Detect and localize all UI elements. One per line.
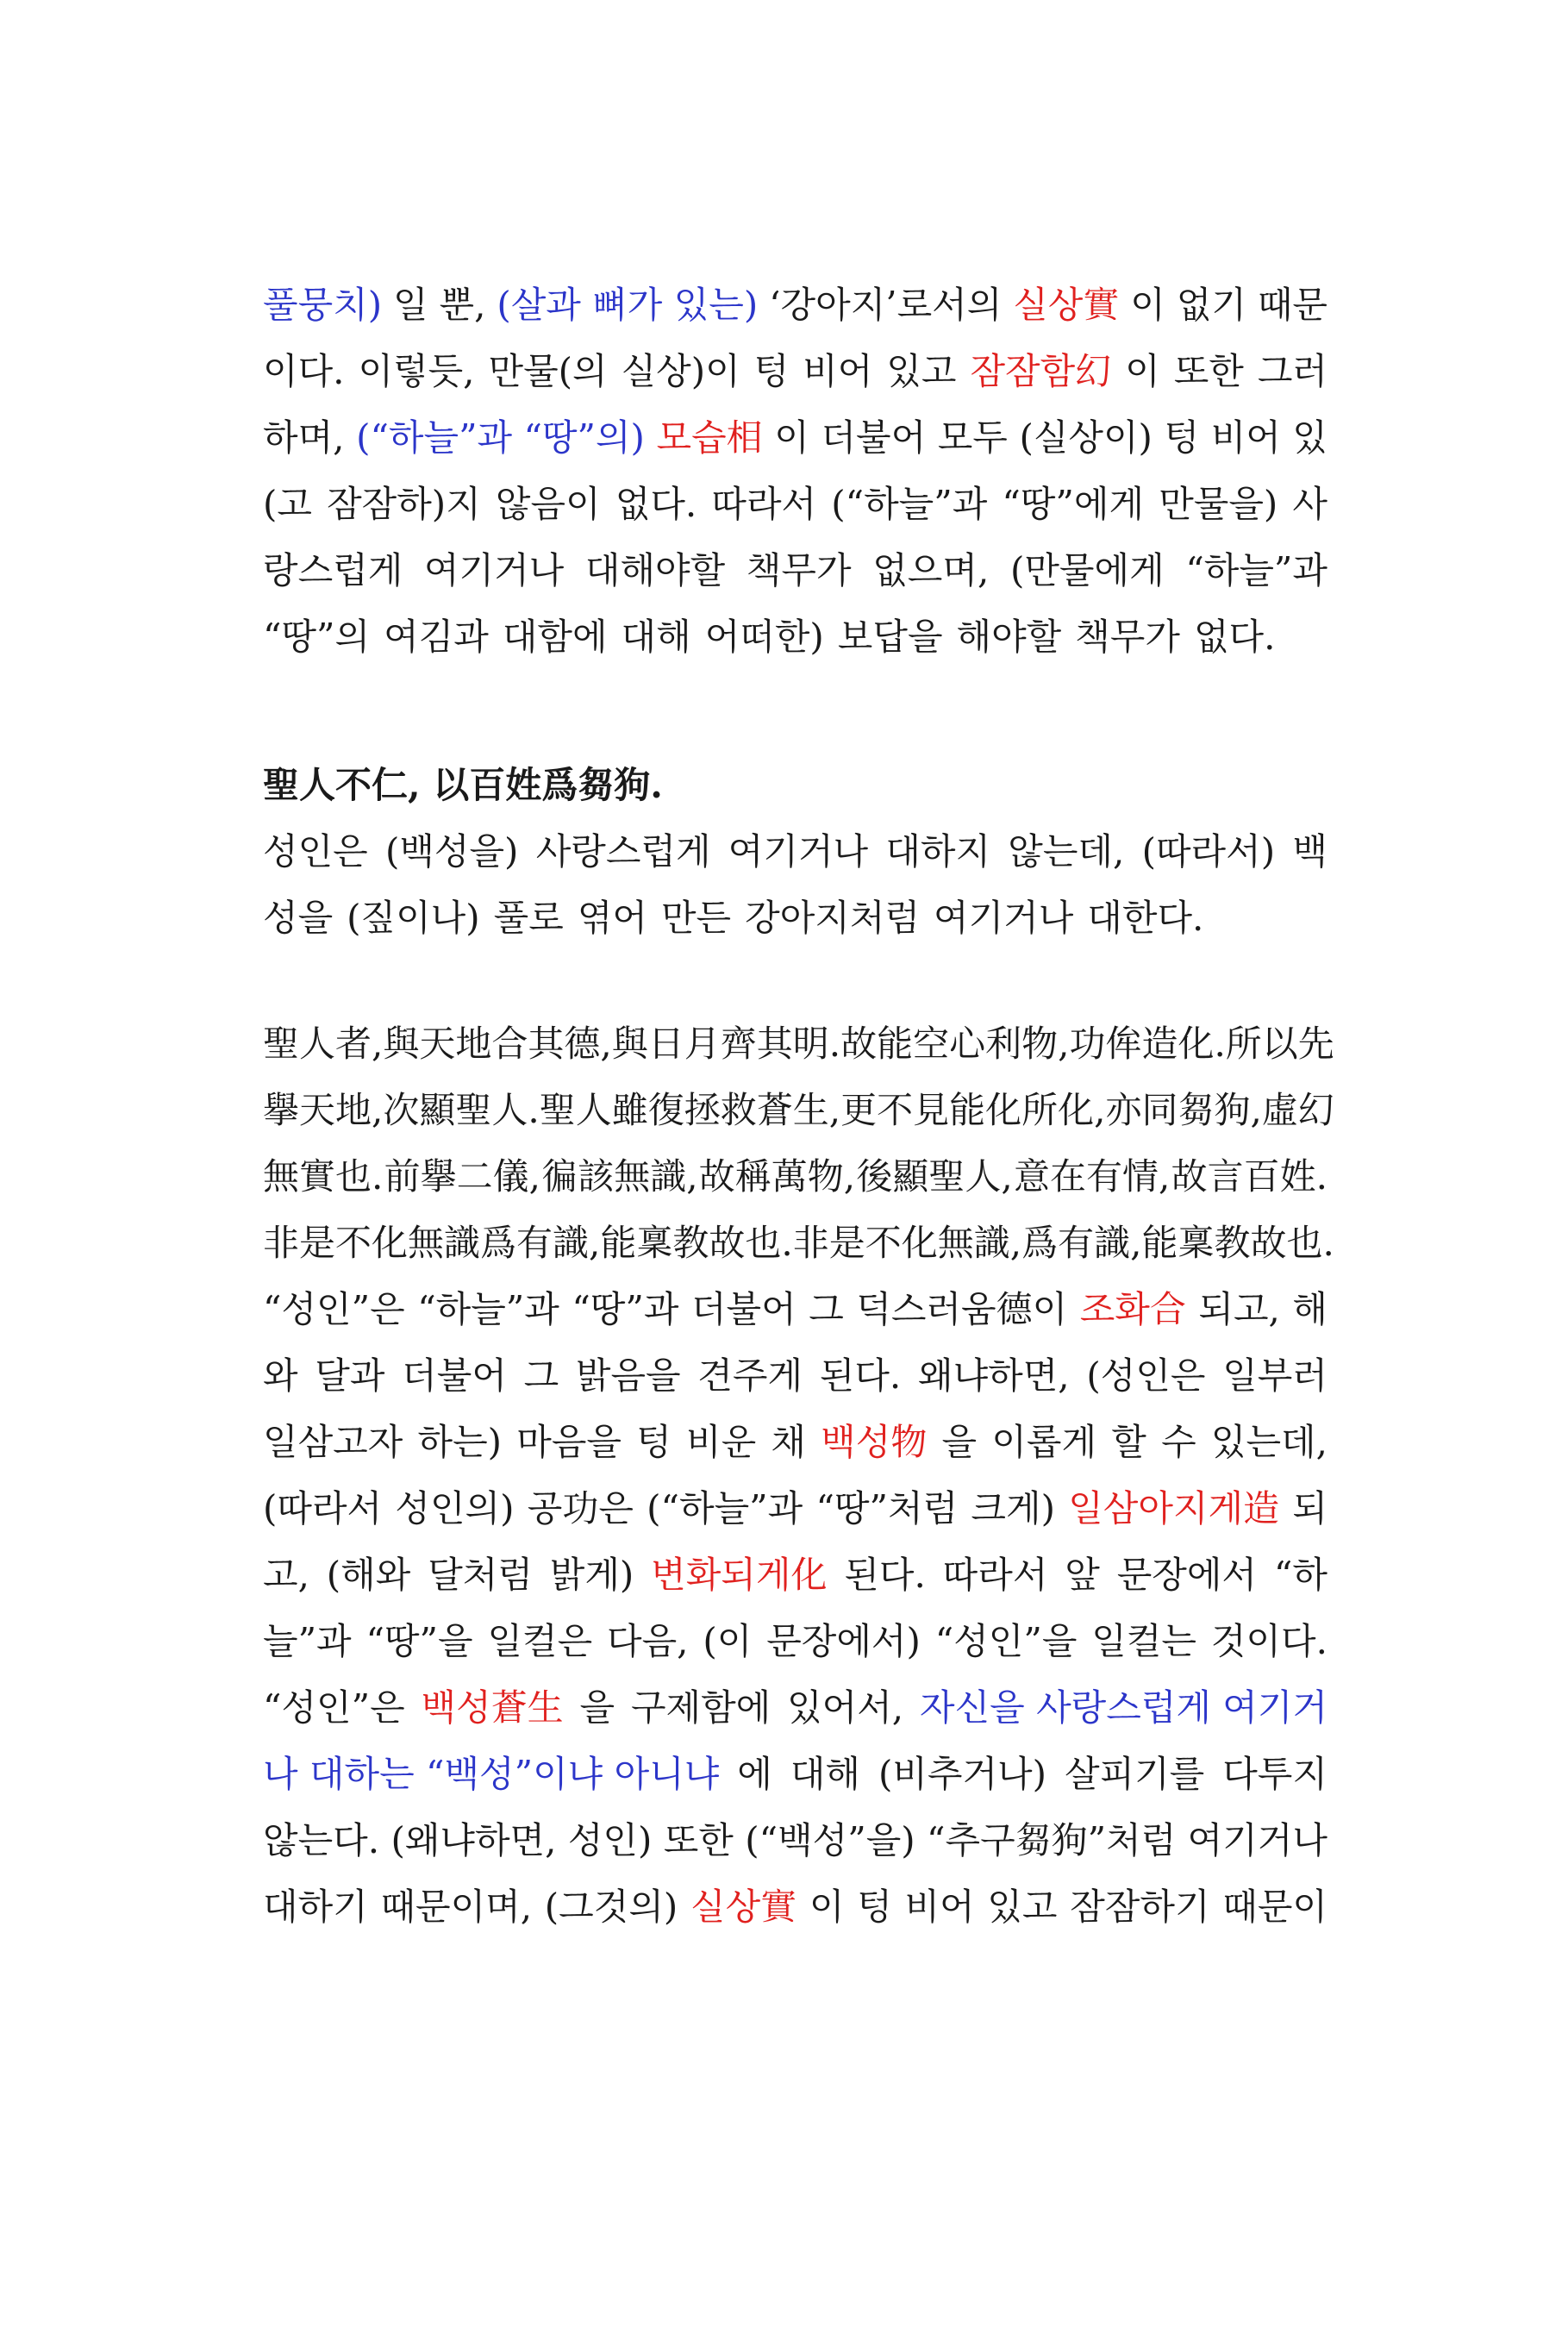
- text-line: [263, 1807, 1327, 1873]
- text-segment: 책무가: [1075, 616, 1180, 658]
- text-segment: 意在有情,: [1013, 1155, 1171, 1198]
- text-line: [263, 1475, 1327, 1542]
- text-line: [263, 404, 1327, 471]
- text-line: [263, 338, 1327, 404]
- text-line: [263, 604, 1327, 670]
- text-segment: 더불어: [821, 416, 927, 459]
- text-segment: 살피기를: [1064, 1753, 1205, 1795]
- text-segment: 非是不化無識,: [792, 1222, 1022, 1264]
- text-segment: 잠잠하기: [1070, 1886, 1210, 1928]
- text-segment: 대해야할: [584, 549, 726, 591]
- text-segment: 없다.: [1193, 616, 1276, 658]
- text-segment: 달처럼: [428, 1554, 533, 1596]
- text-segment: 백성物: [821, 1421, 928, 1463]
- text-segment: 모두: [937, 416, 1008, 459]
- text-segment: 하는): [417, 1421, 503, 1463]
- paragraph-commentary-2: [263, 1010, 1334, 1940]
- text-segment: 만든: [660, 897, 732, 939]
- text-line: [263, 537, 1327, 604]
- text-segment: 견주게: [697, 1354, 803, 1397]
- text-segment: 덕스러움德이: [856, 1288, 1068, 1330]
- text-segment: 앞: [1065, 1554, 1100, 1596]
- text-segment: 와: [263, 1354, 298, 1397]
- text-line: [263, 272, 1327, 338]
- text-segment: 백: [1292, 830, 1327, 873]
- text-segment: (“하늘”과: [647, 1487, 803, 1529]
- text-segment: 그: [523, 1354, 559, 1397]
- text-line: [263, 1409, 1327, 1475]
- text-line: [263, 885, 1327, 951]
- text-segment: 을: [579, 1686, 615, 1729]
- text-segment: (따라서: [263, 1487, 383, 1529]
- text-segment: (백성을): [384, 830, 519, 873]
- text-segment: 랑스럽게: [263, 549, 403, 591]
- text-segment: 조화合: [1079, 1288, 1186, 1330]
- text-segment: ‘강아지’로서의: [769, 284, 1003, 326]
- text-segment: 만물(의: [488, 350, 608, 392]
- text-segment: 없다.: [615, 483, 697, 525]
- text-line: [263, 1276, 1327, 1342]
- text-segment: 與天地合其德,: [383, 1023, 612, 1065]
- text-segment: 않는데,: [1008, 830, 1125, 873]
- text-segment: 能稟教故也.: [1141, 1222, 1334, 1264]
- text-segment: 때문이며,: [380, 1886, 533, 1928]
- text-segment: 일삼고자: [263, 1421, 403, 1463]
- text-segment: 뿐,: [439, 284, 486, 326]
- text-segment: 비어: [1210, 416, 1281, 459]
- text-segment: “성인”은: [263, 1686, 405, 1729]
- text-segment: 실상實: [690, 1886, 797, 1928]
- text-segment: 일부러: [1222, 1354, 1327, 1397]
- text-segment: (왜냐하면,: [390, 1819, 557, 1861]
- text-segment: 更不見能化所化,: [840, 1089, 1106, 1131]
- text-segment: 더불어: [402, 1354, 507, 1397]
- text-segment: 해: [1292, 1288, 1327, 1330]
- text-segment: 사랑스럽게: [535, 830, 711, 873]
- text-segment: 聖人者,: [263, 1023, 384, 1065]
- text-segment: 때문이: [1222, 1886, 1327, 1928]
- text-segment: 所以先: [1225, 1023, 1334, 1065]
- text-segment: 에: [737, 1753, 772, 1795]
- text-segment: 亦同芻狗,: [1105, 1089, 1262, 1131]
- text-segment: (짚이나): [347, 897, 480, 939]
- text-segment: 나 대하는 “백성”이냐 아니냐: [263, 1753, 720, 1795]
- text-segment: 성인의): [395, 1487, 515, 1529]
- text-segment: 실상)이: [621, 350, 740, 392]
- text-segment: 성인은: [263, 830, 368, 873]
- text-segment: 고,: [263, 1554, 309, 1596]
- text-segment: 이롭게: [991, 1421, 1097, 1463]
- text-segment: 이: [809, 1886, 845, 1928]
- text-segment: 문장에서: [1116, 1554, 1257, 1596]
- text-segment: 일: [393, 284, 428, 326]
- text-segment: 故言百姓.: [1171, 1155, 1327, 1198]
- text-segment: 해야할: [956, 616, 1062, 658]
- text-segment: 없기: [1176, 284, 1246, 326]
- text-segment: 을: [941, 1421, 978, 1463]
- text-segment: 마음을: [516, 1421, 622, 1463]
- text-segment: 故能空心利物,: [840, 1023, 1070, 1065]
- text-segment: 일컬는: [1091, 1620, 1196, 1662]
- text-segment: 강아지처럼: [745, 897, 920, 939]
- text-segment: (“하늘”과: [831, 483, 988, 525]
- text-segment: 爲有識,: [1021, 1222, 1142, 1264]
- text-segment: “하늘”과: [1185, 549, 1327, 591]
- text-segment: “성인”을: [934, 1620, 1078, 1662]
- paragraph-verse: [263, 752, 1327, 951]
- text-segment: 성인): [567, 1819, 653, 1861]
- text-segment: 텅: [857, 1886, 892, 1928]
- text-segment: 故稱萬物,: [698, 1155, 856, 1198]
- text-segment: 있어서,: [787, 1686, 904, 1729]
- text-segment: 이: [1130, 284, 1165, 326]
- text-segment: 여기거나: [1187, 1819, 1327, 1861]
- text-segment: 사: [1292, 483, 1327, 525]
- text-segment: 일컬은: [487, 1620, 593, 1662]
- text-segment: 擧天地,: [263, 1089, 384, 1131]
- text-segment: 여김과: [384, 616, 489, 658]
- text-segment: 대해: [790, 1753, 860, 1795]
- text-segment: 보답을: [837, 616, 943, 658]
- text-segment: 또한: [663, 1819, 734, 1861]
- text-segment: 할: [1111, 1421, 1146, 1463]
- text-segment: 이: [1125, 350, 1160, 392]
- text-segment: 되: [1292, 1487, 1327, 1529]
- text-line: [263, 471, 1327, 537]
- text-segment: (살과 뼈가 있는): [497, 284, 759, 326]
- text-segment: (실상이): [1019, 416, 1153, 459]
- text-segment: 여기거나: [728, 830, 869, 873]
- text-segment: 能稟教故也.: [600, 1222, 793, 1264]
- text-line: [263, 1210, 1334, 1276]
- text-segment: 그러: [1257, 350, 1327, 392]
- text-segment: 일삼아지게造: [1068, 1487, 1280, 1529]
- text-segment: 크게): [971, 1487, 1055, 1529]
- text-segment: 텅: [753, 350, 790, 392]
- text-segment: 백성蒼生: [421, 1686, 564, 1729]
- text-segment: 있고: [987, 1886, 1058, 1928]
- text-segment: 자신을 사랑스럽게 여기거: [920, 1686, 1327, 1729]
- text-segment: 非是不化無識爲有識,: [263, 1222, 601, 1264]
- text-segment: 변화되게化: [651, 1554, 828, 1596]
- text-segment: 이렇듯,: [358, 350, 475, 392]
- text-segment: (따라서): [1141, 830, 1276, 873]
- text-segment: 것이다.: [1210, 1620, 1327, 1662]
- text-segment: “성인”은: [263, 1288, 405, 1330]
- text-segment: 밝음을: [575, 1354, 681, 1397]
- text-segment: (“백성”을): [745, 1819, 915, 1861]
- text-segment: (성인은: [1086, 1354, 1206, 1397]
- text-segment: 대한다.: [1087, 897, 1204, 939]
- text-segment: 따라서: [711, 483, 817, 525]
- text-segment: “하늘”과: [417, 1288, 559, 1330]
- text-segment: 엮어: [577, 897, 647, 939]
- text-segment: 그: [809, 1288, 844, 1330]
- text-segment: 더불어: [690, 1288, 796, 1330]
- text-segment: 이다.: [263, 350, 345, 392]
- text-segment: 비어: [904, 1886, 975, 1928]
- text-segment: 수: [1161, 1421, 1196, 1463]
- text-segment: 虛幻: [1261, 1089, 1334, 1131]
- text-segment: 하며,: [263, 416, 345, 459]
- text-segment: 대함에: [502, 616, 608, 658]
- text-segment: 與日月齊其明.: [611, 1023, 841, 1065]
- text-segment: 잠잠함幻: [970, 350, 1112, 392]
- text-segment: 풀뭉치): [263, 284, 383, 326]
- text-segment: 대하기: [263, 1886, 368, 1928]
- text-segment: “땅”에게: [1002, 483, 1145, 525]
- text-segment: 있고: [886, 350, 957, 392]
- text-segment: 텅: [636, 1421, 672, 1463]
- text-segment: 대해: [621, 616, 691, 658]
- text-segment: 된다.: [844, 1554, 926, 1596]
- text-segment: (비추거나): [878, 1753, 1046, 1795]
- text-segment: 때문: [1257, 284, 1327, 326]
- text-line: [263, 1077, 1334, 1143]
- text-segment: “땅”과: [572, 1288, 679, 1330]
- text-segment: (만물에게: [1009, 549, 1165, 591]
- text-segment: 功侔造化.: [1069, 1023, 1226, 1065]
- text-line: [263, 1542, 1327, 1608]
- text-segment: “땅”을: [365, 1620, 473, 1662]
- text-segment: 텅: [1164, 416, 1200, 459]
- text-segment: 왜냐하면,: [918, 1354, 1070, 1397]
- text-segment: 어떠한): [704, 616, 824, 658]
- text-segment: “하: [1273, 1554, 1327, 1596]
- text-segment: 실상實: [1013, 284, 1120, 326]
- text-segment: 徧該無識,: [541, 1155, 698, 1198]
- text-segment: 다음,: [607, 1620, 689, 1662]
- text-segment: 밝게): [549, 1554, 634, 1596]
- text-segment: (그것의): [544, 1886, 678, 1928]
- text-segment: 문장에서): [766, 1620, 921, 1662]
- text-segment: 공功은: [527, 1487, 634, 1529]
- text-segment: 여기거나: [423, 549, 565, 591]
- text-segment: 구제함에: [630, 1686, 772, 1729]
- text-segment: 만물을): [1159, 483, 1278, 525]
- text-segment: 따라서: [942, 1554, 1048, 1596]
- text-segment: 달과: [315, 1354, 385, 1397]
- text-line: [263, 752, 1327, 818]
- text-segment: 된다.: [819, 1354, 902, 1397]
- text-segment: “땅”처럼: [815, 1487, 959, 1529]
- text-segment: 無實也.: [263, 1155, 384, 1198]
- text-segment: 있: [1292, 416, 1327, 459]
- text-segment: 後顯聖人,: [856, 1155, 1013, 1198]
- text-line: [263, 1674, 1327, 1741]
- text-segment: 聖人雖復拯救蒼生,: [539, 1089, 841, 1131]
- text-segment: 성을: [263, 897, 334, 939]
- text-segment: (해와: [326, 1554, 411, 1596]
- text-segment: 모습相: [656, 416, 763, 459]
- text-segment: 잠잠하)지: [327, 483, 481, 525]
- text-segment: 되고,: [1198, 1288, 1280, 1330]
- paragraph-commentary-1: [263, 272, 1327, 670]
- text-segment: “땅”의: [263, 616, 371, 658]
- text-segment: 채: [771, 1421, 806, 1463]
- text-segment: 다투지: [1222, 1753, 1327, 1795]
- text-segment: “추구芻狗”처럼: [927, 1819, 1177, 1861]
- text-segment: (이: [703, 1620, 753, 1662]
- text-line: [263, 1741, 1327, 1807]
- text-line: [263, 1873, 1327, 1940]
- text-segment: (고: [263, 483, 312, 525]
- text-line: [263, 818, 1327, 885]
- text-line: [263, 1143, 1327, 1210]
- text-segment: 않는다.: [263, 1819, 380, 1861]
- text-segment: 聖人不仁, 以百姓爲芻狗.: [263, 764, 663, 806]
- text-segment: 풀로: [493, 897, 564, 939]
- text-segment: 또한: [1173, 350, 1244, 392]
- text-segment: 있는데,: [1210, 1421, 1327, 1463]
- text-segment: 대하지: [885, 830, 991, 873]
- text-segment: 없으며,: [872, 549, 990, 591]
- text-segment: 책무가: [746, 549, 852, 591]
- text-segment: 비어: [803, 350, 873, 392]
- text-segment: 않음이: [495, 483, 601, 525]
- text-segment: 비운: [686, 1421, 757, 1463]
- text-line: [263, 1608, 1327, 1674]
- text-segment: 여기거나: [934, 897, 1074, 939]
- text-segment: (“하늘”과 “땅”의): [356, 416, 645, 459]
- text-segment: 이: [774, 416, 809, 459]
- text-line: [263, 1010, 1334, 1077]
- text-segment: 늘”과: [263, 1620, 352, 1662]
- text-segment: 前擧二儀,: [384, 1155, 540, 1198]
- text-segment: 次顯聖人.: [383, 1089, 540, 1131]
- text-line: [263, 1342, 1327, 1409]
